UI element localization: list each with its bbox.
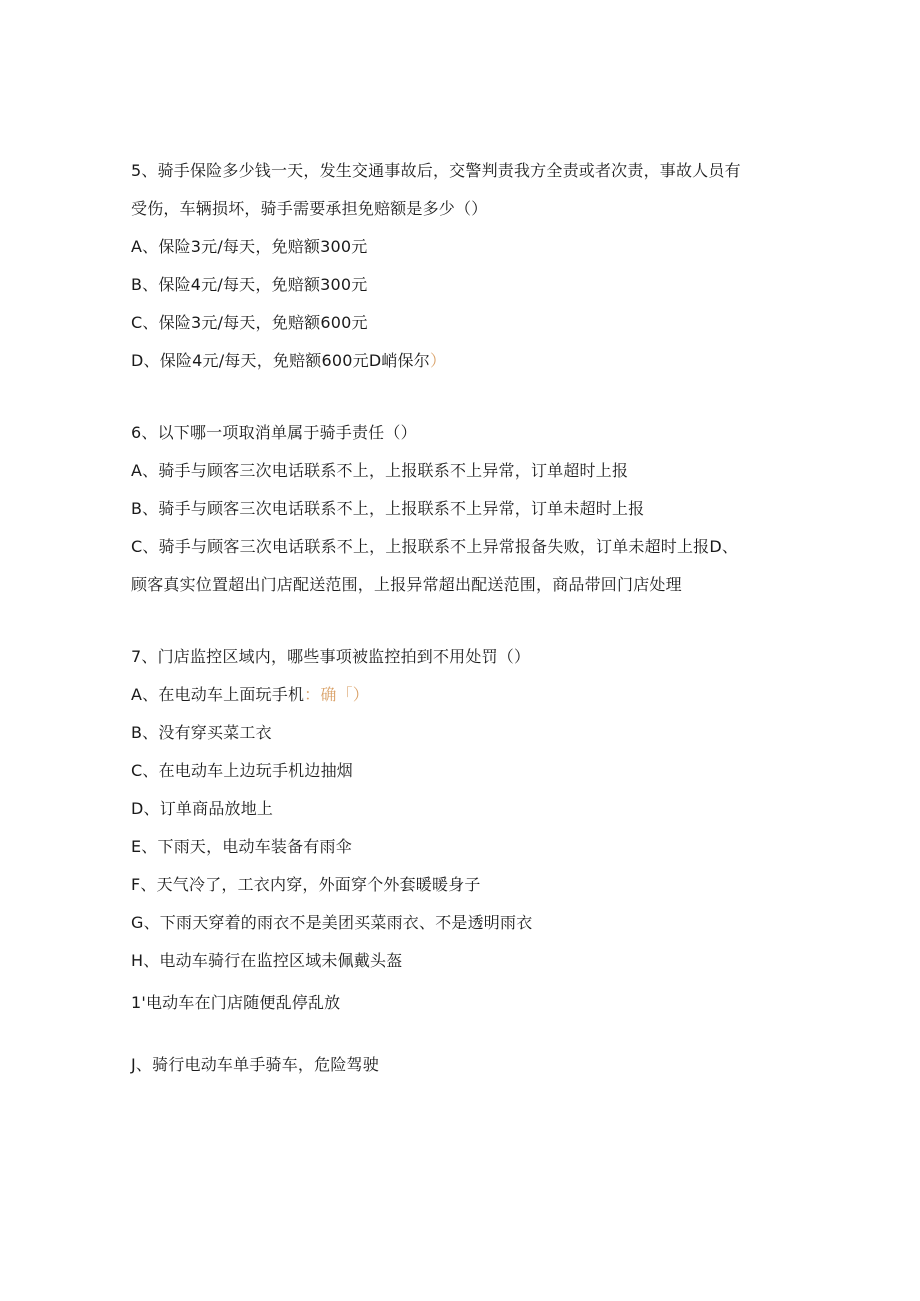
q7-option-a [131, 684, 369, 706]
q6-option-b: B、骑手与顾客三次电话联系不上，上报联系不上异常，订单未超时上报 [131, 499, 645, 518]
q7-option-g: G、下雨天穿着的雨衣不是美团买菜雨衣、不是透明雨衣 [131, 913, 533, 932]
q6-option-d: 顾客真实位置超出门店配送范围，上报异常超出配送范围，商品带回门店处理 [131, 575, 682, 594]
q7-option-d: D、订单商品放地上 [131, 799, 274, 818]
q7-option-a-mark: ：确「） [304, 685, 369, 704]
q5-option-c: C、保险3元/每天，免赔额600元 [131, 313, 368, 332]
q5-option-b: B、保险4元/每天，免赔额300元 [131, 275, 368, 294]
q7-option-f: F、天气冷了，工衣内穿，外面穿个外套暖暖身子 [131, 875, 481, 894]
q7-option-h: H、电动车骑行在监控区域未佩戴头盔 [131, 951, 403, 970]
q6-option-c: C、骑手与顾客三次电话联系不上，上报联系不上异常报备失败，订单未超时上报D、 [131, 537, 739, 556]
q5-stem-line2: 受伤，车辆损坏，骑手需要承担免赔额是多少（） [131, 199, 488, 218]
q7-option-a-text: A、在电动车上面玩手机 [131, 685, 305, 704]
q7-option-e: E、下雨天，电动车装备有雨伞 [131, 837, 352, 856]
q7-option-j: J、骑行电动车单手骑车，危险驾驶 [131, 1055, 379, 1074]
q7-option-c: C、在电动车上边玩手机边抽烟 [131, 761, 353, 780]
q7-stem: 7、门店监控区域内，哪些事项被监控拍到不用处罚（） [131, 647, 531, 666]
q5-option-a: A、保险3元/每天，免赔额300元 [131, 237, 368, 256]
q5-stem-line1: 5、骑手保险多少钱一天，发生交通事故后，交警判责我方全责或者次责，事故人员有 [131, 161, 741, 180]
q6-option-a: A、骑手与顾客三次电话联系不上，上报联系不上异常，订单超时上报 [131, 461, 629, 480]
q7-option-i: 1'电动车在门店随便乱停乱放 [131, 993, 341, 1012]
q6-stem: 6、以下哪一项取消单属于骑手责任（） [131, 423, 417, 442]
q5-option-d [131, 350, 446, 372]
q5-option-d-mark: ） [429, 351, 447, 370]
q7-option-b: B、没有穿买菜工衣 [131, 723, 272, 742]
q5-option-d-text: D、保险4元/每天，免赔额600元D峭保尔 [131, 351, 430, 370]
